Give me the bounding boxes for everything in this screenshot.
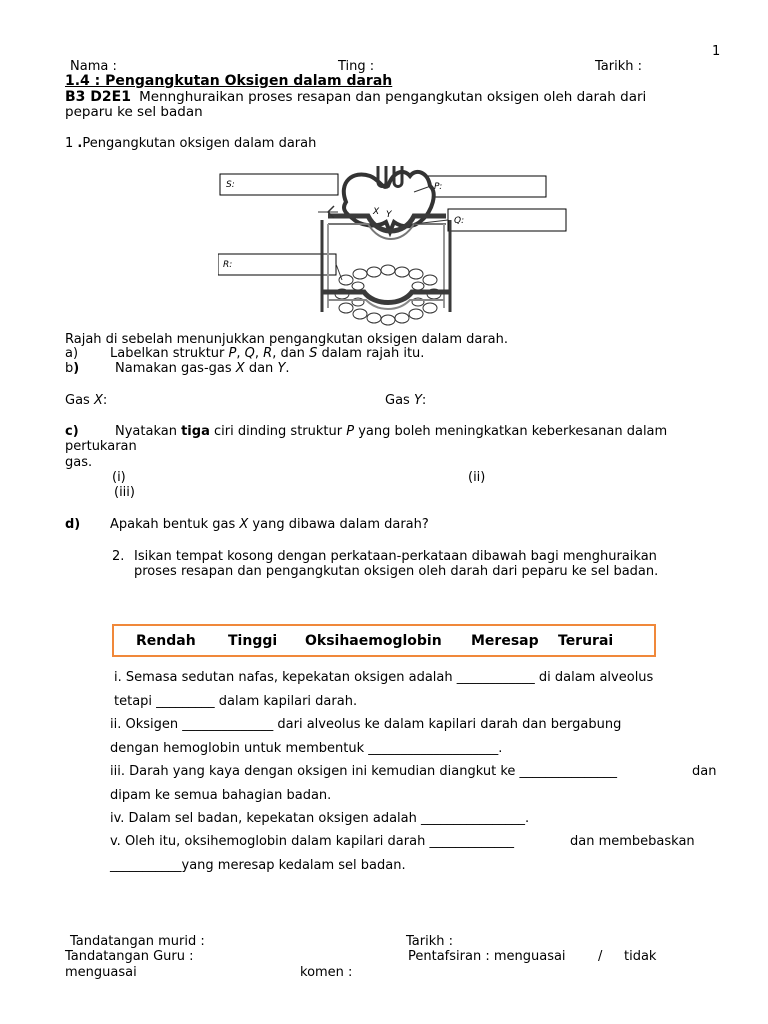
gas-y-colon: : [421, 393, 427, 408]
question-b-dot: . [285, 361, 290, 376]
section1-dot: . [77, 136, 83, 151]
question-a-s: S [309, 346, 318, 361]
word-meresap: Meresap [471, 633, 539, 649]
body-cells [335, 265, 441, 325]
question-c-post: yang boleh meningkatkan keberkesanan dalam [358, 424, 668, 439]
label-r: R: [223, 260, 233, 270]
section2-number: 2. [112, 549, 125, 564]
question-a-r: R [263, 346, 273, 361]
question-d-pre: Apakah bentuk gas [110, 517, 236, 532]
footer-tandatangan-murid: Tandatangan murid : [70, 934, 205, 949]
footer-tidak: tidak [624, 949, 657, 964]
question-c-line3: gas. [65, 455, 93, 470]
footer-menguasai: menguasai [65, 965, 137, 980]
section1-title: Pengangkutan oksigen dalam darah [82, 136, 317, 151]
question-intro: Rajah di sebelah menunjukkan pengangkutan oksigen dalam darah. [65, 332, 509, 347]
question-a-post: dalam rajah itu. [321, 346, 425, 361]
question-c-bold: tiga [181, 424, 210, 439]
question-b-and: dan [248, 361, 274, 376]
fill-ii-line2[interactable]: dengan hemoglobin untuk membentuk ____________________. [110, 741, 503, 756]
question-c-ii[interactable]: (ii) [468, 470, 486, 485]
label-q: Q: [454, 216, 465, 226]
question-a-p: P [228, 346, 237, 361]
question-c-line2: pertukaran [65, 439, 137, 454]
question-a-sep2: , [254, 346, 260, 361]
fill-iii-line2: dipam ke semua bahagian badan. [110, 788, 332, 803]
word-oksihaemoglobin: Oksihaemoglobin [305, 633, 442, 649]
gas-y-var: Y [413, 393, 422, 408]
question-b-marker [65, 361, 79, 376]
fill-i-line1[interactable]: i. Semasa sedutan nafas, kepekatan oksigen adalah ____________ di dalam alveolus [114, 670, 654, 685]
standard-line2: peparu ke sel badan [65, 104, 203, 120]
word-rendah: Rendah [136, 633, 196, 649]
fill-iii-dan: dan [692, 764, 717, 779]
circulation-diagram [218, 162, 570, 332]
footer-tandatangan-guru: Tandatangan Guru : [65, 949, 194, 964]
diagram-svg [218, 162, 570, 332]
fill-i-line2[interactable]: tetapi _________ dalam kapilari darah. [114, 694, 358, 709]
question-a-and: , dan [272, 346, 305, 361]
question-c-marker: c) [65, 424, 79, 439]
page-number: 1 [712, 44, 721, 59]
footer-pentafsiran: Pentafsiran : menguasai [408, 949, 566, 964]
section1-heading [65, 136, 316, 151]
word-tinggi: Tinggi [228, 633, 278, 649]
label-box-s[interactable] [220, 174, 338, 195]
gas-x-label: Gas [65, 393, 90, 408]
fill-iv[interactable]: iv. Dalam sel badan, kepekatan oksigen adalah ________________. [110, 811, 530, 826]
label-x: X [373, 207, 380, 217]
word-bank-box [112, 624, 656, 657]
label-y: Y [386, 210, 392, 220]
question-a [110, 346, 424, 361]
question-b-x: X [235, 361, 245, 376]
fill-ii-line1[interactable]: ii. Oksigen ______________ dari alveolus ke dalam kapilari darah dan bergabung [110, 717, 622, 732]
question-b [115, 361, 290, 376]
fill-iii-line1[interactable]: iii. Darah yang kaya dengan oksigen ini kemudian diangkut ke _______________ [110, 764, 618, 779]
footer-komen: komen : [300, 965, 353, 980]
label-box-q[interactable] [448, 209, 566, 231]
word-terurai: Terurai [558, 633, 614, 649]
ting-label: Ting : [338, 59, 375, 74]
question-a-q: Q [244, 346, 255, 361]
question-d-post: yang dibawa dalam darah? [252, 517, 429, 532]
gas-x-field[interactable] [65, 393, 107, 408]
question-c-mid: ciri dinding struktur [213, 424, 343, 439]
nama-label: Nama : [70, 59, 117, 74]
label-box-r[interactable] [218, 254, 336, 275]
question-b-pre: Namakan gas-gas [115, 361, 232, 376]
fill-v-dan: dan membebaskan [570, 834, 695, 849]
question-b-y: Y [277, 361, 286, 376]
section1-number: 1 [65, 136, 74, 151]
gas-y-field[interactable] [385, 393, 426, 408]
question-c-p: P [346, 424, 355, 439]
tarikh-label: Tarikh : [595, 59, 642, 74]
question-d-marker: d) [65, 517, 81, 532]
label-p: P: [434, 182, 443, 192]
question-a-pre: Labelkan struktur [110, 346, 225, 361]
pointer-r [336, 264, 342, 280]
footer-tarikh: Tarikh : [406, 934, 453, 949]
gas-x-colon: : [102, 393, 108, 408]
question-d [110, 517, 429, 532]
fill-v-line2[interactable]: ___________yang meresap kedalam sel badan. [110, 858, 406, 873]
page-title: 1.4 : Pengangkutan Oksigen dalam darah [65, 73, 393, 89]
section2-line2: proses resapan dan pengangkutan oksigen oleh darah dari peparu ke sel badan. [134, 564, 659, 579]
standard-text: Mennghuraikan proses resapan dan pengangkutan oksigen oleh darah dari [139, 89, 647, 105]
question-c [115, 424, 667, 439]
question-c-i[interactable]: (i) [112, 470, 126, 485]
standard-code: B3 D2E1 [65, 89, 131, 105]
label-box-p[interactable] [428, 176, 546, 197]
question-d-x: X [239, 517, 249, 532]
standard-line1 [65, 90, 646, 105]
section2-line1: Isikan tempat kosong dengan perkataan-perkataan dibawah bagi menghuraikan [134, 549, 657, 564]
question-a-sep1: , [236, 346, 241, 361]
fill-v-line1[interactable]: v. Oleh itu, oksihemoglobin dalam kapilari darah _____________ [110, 834, 514, 849]
label-s: S: [226, 180, 235, 190]
question-b-marker-letter: b [65, 361, 74, 376]
question-c-iii[interactable]: (iii) [114, 485, 135, 500]
gas-x-var: X [93, 393, 103, 408]
question-b-marker-paren: ) [73, 361, 80, 376]
question-a-marker: a) [65, 346, 79, 361]
question-c-pre: Nyatakan [115, 424, 177, 439]
gas-y-label: Gas [385, 393, 410, 408]
footer-slash: / [598, 949, 603, 964]
